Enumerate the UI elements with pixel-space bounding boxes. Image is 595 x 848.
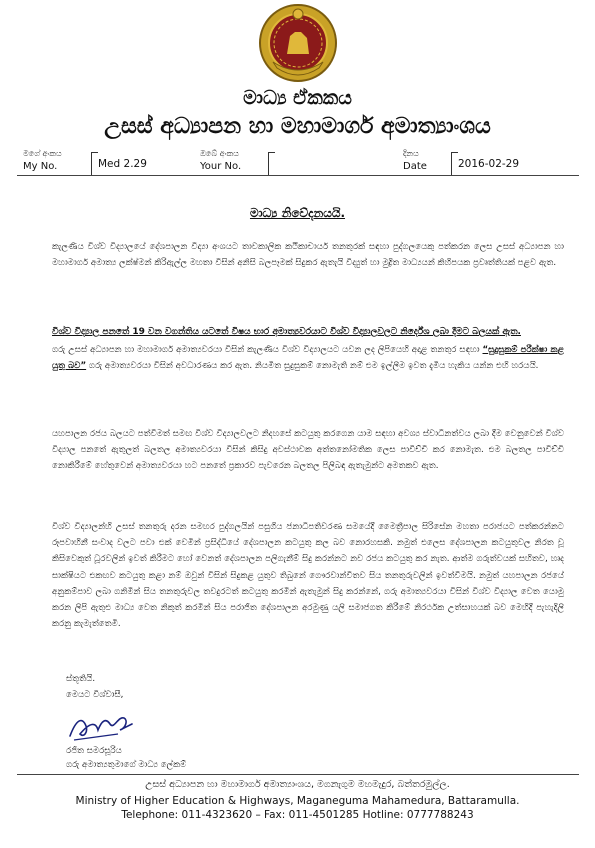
paragraph-4: විශ්ව විද්‍යාලන්හි උසස් තනතුරු දරන සමහර පුද්ගලයින් පසුගිය ජනාධිපතිවරණ සමයේදී මෛත්‍රීපාල සිරිසේන මහතා පරාජයට පත්කරන්නට රූපවාහිනී සංවාද වලට පවා එක් වෙමින් ප්‍රසිද්ධියේ දේශපාලන කටයුතු කල බව නොරහසකි. නමුත් එලෙස දේශපාලන කටයුතුවල නිරත වූ කිසිවෙකුත් ධූරවලින් ඉවත් කිරීමට හෝ වෙනත් දේශපාලන පලිගැනීම් සිදු කරන්නට නව රජය කටයුතු කර නැත. ආත්ම ගරුත්වයක් සහිතව, හෘද සාක්ෂියට එකඟව කටයුතු කළා නම් ඔවුන් විසින් සිදුකළ යුතුව තිබුනේ ගෞරවාන්විතව සිය තනතුරුවලින් ඉවත්වීමයි. නමුත් යහපාලන රජයේ අනුකම්පාව ලබා ගනිමින් සිය තනතුරුවල තවදුරටත් කටයුතු කරමින් ඇතැමුන් සිදු කරන්නේ, ගරු අමාත්‍යවරයා විසින් විශ්ව විද්‍යාල වෙත යොමු කරන ලිපි ඇතුළු මාධ්‍ය වෙත නිකුත් කරමින් සිය පරාජිත දේශපාලන අරමුණු යලි සමාජගත කිරීමේ නිරර්ථක උත්සාහයක් බව මෙහිදී පැහැදිලි කරනු කැමැත්තෙමි. xyxy=(52,522,564,630)
paragraph-3: යහපාලන රජය බලයට පත්වීමත් සමඟ විශ්ව විද්‍යාලවලට නිදහසේ කටයුතු කරගෙන යාම සඳහා අවශ්‍ය ස්වාධීනත්වය ලබා දීම වෙනුවෙන් විශ්ව විද්‍යාල පනතේ ඇතුලත් බලතල අමාත්‍යවරයා විසින් කිසිදු අවස්ථාවක අත්තනෝමතික ලෙස පාවිච්චි කර නොමැත. එම බලතල පාවිච්චි නොකිරීමේ හේතුවෙන් අමාත්‍යවරයා හට පනතේ ප්‍රකාරව පැවරෙන බලතල පිලිබඳ ඇතැමුන්ට අමතකව ඇත. xyxy=(52,429,564,472)
ministry-title: උසස් අධ්‍යාපන හා මහාමාර්ග අමාත්‍යාංශය xyxy=(104,113,491,139)
footer-divider xyxy=(17,774,579,775)
footer-address-si: උසස් අධ්‍යාපන හා මහාමාර්ග අමාත්‍යාංශය, මගනැගුම මහමැදුර, බත්තරමුල්ල. xyxy=(145,779,450,790)
closing-faithfully: මෙයට විශ්වාසී, xyxy=(66,690,124,700)
date-value: 2016-02-29 xyxy=(458,158,520,170)
paragraph-headline: විශ්ව විද්‍යාල පනතේ 19 වන වගන්තිය යටතේ විෂය භාර අමාත්‍යවරයාට විශ්ව විද්‍යාලවලට නිර්දේශ ලබා දීමට බලයක් ඇත. xyxy=(52,327,521,337)
signatory-role: ගරු අමාත්‍යතුමාගේ මාධ්‍ය ලේකම් xyxy=(66,760,187,770)
my-no-label-en: My No. xyxy=(23,161,58,172)
date-label-en: Date xyxy=(403,161,427,172)
signatory-name: රජිත සමරසූරිය xyxy=(66,746,122,756)
your-no-label xyxy=(200,147,241,173)
footer-contact: Telephone: 011-4323620 – Fax: 011-4501285 Hotline: 0777788243 xyxy=(121,809,474,821)
paragraph-2-end: ගරු අමාත්‍යවරයා විසින් අවධාරණය කර ඇත. නියමිත සුදුසුකම් නොමැති නම් එම ඉල්ලීම ඉවත දැමිය හැකිය යන්න එහි හරයයි. xyxy=(88,361,539,372)
paragraph-2 xyxy=(52,342,564,374)
paragraph-1: කැලණිය විශ්ව විද්‍යාලයේ දේශපාලන විද්‍යා අංශයට තාවකාලික කථිකාචාර්ය තනතුරක් සඳහා පුද්ගලයෙකු පත්කරන ලෙස උසස් අධ්‍යාපන හා මහාමාර්ග අමාත්‍ය ලක්ෂ්මන් කිරිඇල්ල මහතා විසින් අනිසි බලපෑමක් සිදුකර ඇතැයි විද්‍යුත් හා මුද්‍රිත මාධ්‍යයන් කිහිපයක ප්‍රවෘත්තියක් පළව ඇත. xyxy=(52,242,564,269)
paragraph-2-quote: “සුදුසුකම් පරීක්ෂා කළ යුතු බව” xyxy=(52,345,564,372)
signature xyxy=(66,710,136,744)
closing-thanks: ස්තූතියි. xyxy=(66,674,96,684)
my-no-value: Med 2.29 xyxy=(98,158,147,170)
unit-title: මාධ්‍ය ඒකකය xyxy=(243,87,352,109)
document-title: මාධ්‍ය නිවේදනයයි. xyxy=(249,206,346,220)
your-no-bracket xyxy=(268,152,275,176)
header-divider xyxy=(17,175,579,176)
paragraph-2-start: ගරු උසස් අධ්‍යාපන හා මහාමාර්ග අමාත්‍යවරයා විසින් කැලණිය විශ්ව විද්‍යාලයට යවන ලද ලිපියෙහි අදාළ තනතුර සඳහා xyxy=(52,345,480,355)
your-no-label-si: ඔබේ අංකය xyxy=(200,149,239,158)
date-bracket xyxy=(451,152,458,176)
sri-lanka-emblem xyxy=(257,2,339,84)
my-no-label-si: මගේ අංකය xyxy=(23,149,62,158)
date-label-si: දිනය xyxy=(403,149,419,158)
your-no-label-en: Your No. xyxy=(200,161,242,172)
my-no-bracket xyxy=(91,152,98,176)
footer-address-en: Ministry of Higher Education & Highways, Maganeguma Mahamedura, Battaramulla. xyxy=(75,795,520,807)
my-no-label xyxy=(23,147,62,173)
date-label xyxy=(403,147,427,173)
